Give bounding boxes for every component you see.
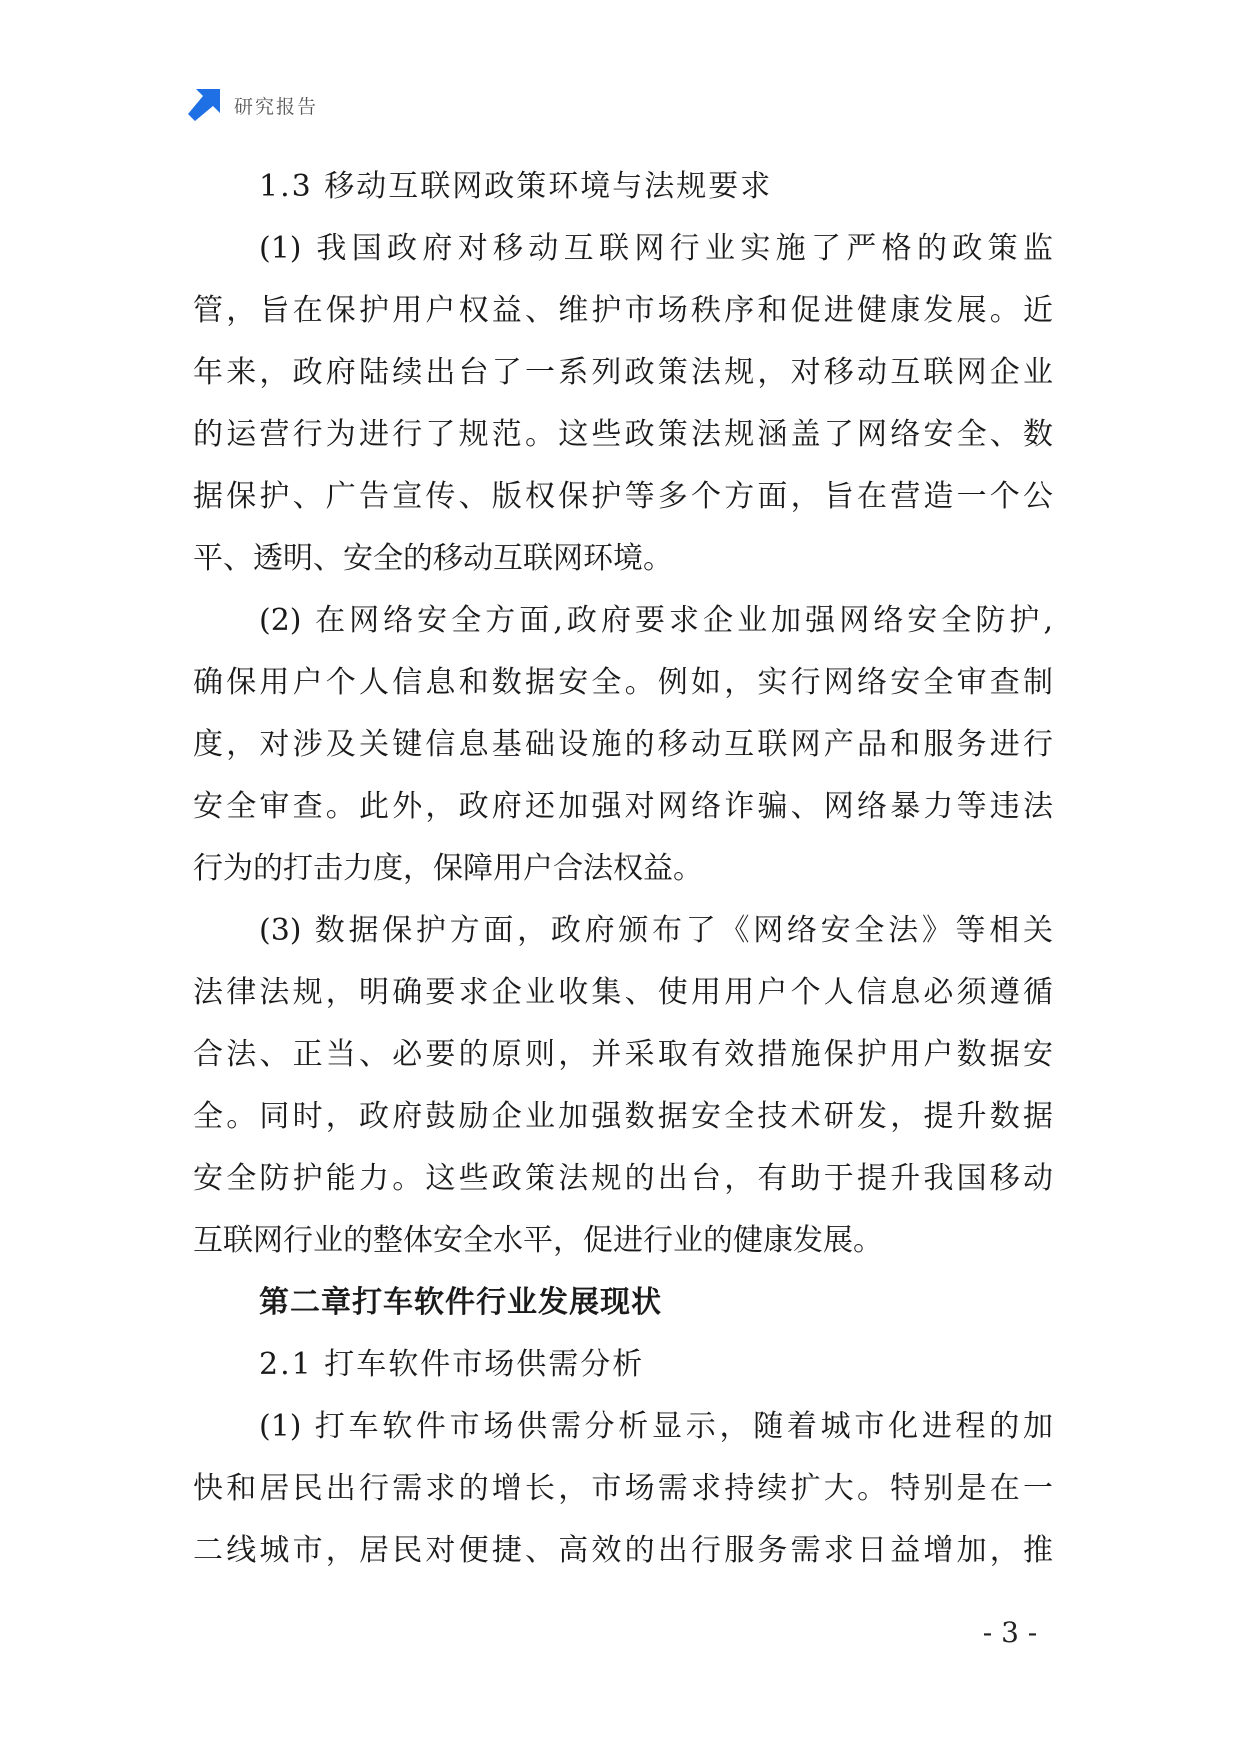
paragraph-line: 的运营行为进行了规范。这些政策法规涵盖了网络安全、数 [193, 417, 1053, 452]
section-heading-2-1: 2.1 打车软件市场供需分析 [259, 1347, 645, 1382]
paragraph-line: 二线城市，居民对便捷、高效的出行服务需求日益增加，推 [193, 1533, 1053, 1568]
paragraph-line: (1) 我国政府对移动互联网行业实施了严格的政策监 [259, 231, 1053, 266]
paragraph-line: 据保护、广告宣传、版权保护等多个方面，旨在营造一个公 [193, 479, 1053, 514]
paragraph-line: (1) 打车软件市场供需分析显示，随着城市化进程的加 [259, 1409, 1053, 1444]
paragraph-line: 全。同时，政府鼓励企业加强数据安全技术研发，提升数据 [193, 1099, 1053, 1134]
paragraph-line: 互联网行业的整体安全水平，促进行业的健康发展。 [193, 1223, 883, 1258]
paragraph-line: 年来，政府陆续出台了一系列政策法规，对移动互联网企业 [193, 355, 1053, 390]
header-label: 研究报告 [234, 95, 319, 118]
paragraph-line: 管，旨在保护用户权益、维护市场秩序和促进健康发展。近 [193, 293, 1053, 328]
paragraph-line: (3) 数据保护方面，政府颁布了《网络安全法》等相关 [259, 913, 1053, 948]
paragraph-line: 确保用户个人信息和数据安全。例如，实行网络安全审查制 [193, 665, 1053, 700]
page-header [188, 88, 318, 122]
paragraph-line: 快和居民出行需求的增长，市场需求持续扩大。特别是在一 [193, 1471, 1053, 1506]
paragraph-line: 平、透明、安全的移动互联网环境。 [193, 541, 673, 576]
paragraph-line: 合法、正当、必要的原则，并采取有效措施保护用户数据安 [193, 1037, 1053, 1072]
paragraph-line: 度，对涉及关键信息基础设施的移动互联网产品和服务进行 [193, 727, 1053, 762]
paragraph-line: 安全审查。此外，政府还加强对网络诈骗、网络暴力等违法 [193, 789, 1053, 824]
paragraph-line: (2) 在网络安全方面,政府要求企业加强网络安全防护, [259, 603, 1053, 638]
paragraph-line: 法律法规，明确要求企业收集、使用用户个人信息必须遵循 [193, 975, 1053, 1010]
arrow-up-right-icon [188, 89, 220, 121]
section-heading-1-3: 1.3 移动互联网政策环境与法规要求 [259, 169, 773, 204]
paragraph-line: 行为的打击力度，保障用户合法权益。 [193, 851, 703, 886]
paragraph-line: 安全防护能力。这些政策法规的出台，有助于提升我国移动 [193, 1161, 1053, 1196]
page-number: - 3 - [982, 1616, 1038, 1649]
chapter-heading: 第二章打车软件行业发展现状 [259, 1285, 662, 1320]
document-body [193, 156, 1053, 1582]
